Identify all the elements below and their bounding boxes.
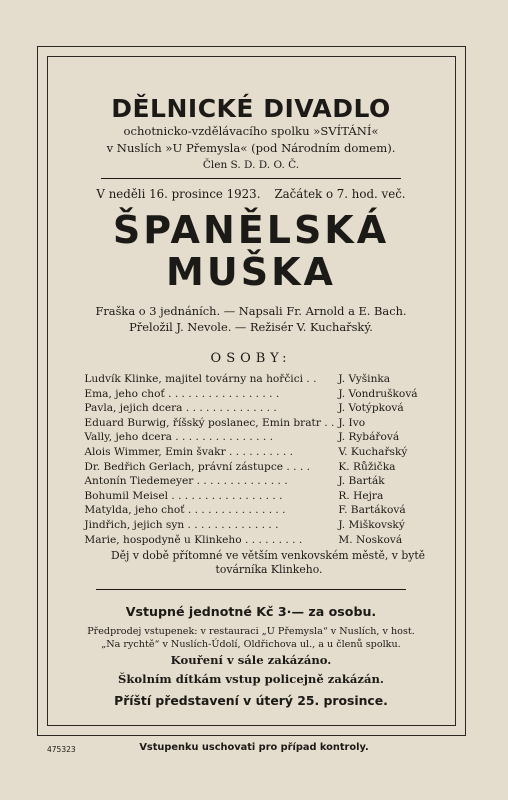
children-note: Školním dítkám vstup policejně zakázán. [118,672,384,687]
cast-role: Dr. Bedřich Gerlach, právní zástupce . . . . [84,460,310,473]
cast-actor: J. Rybářová [338,431,400,444]
setting-line1: Děj v době přítomné ve větším venkovském městě, v bytě [111,549,426,563]
society-line: ochotnicko-vzdělávacího spolku »SVÍTÁNÍ« [123,124,379,138]
setting-line2: továrníka Klinkeho. [215,563,323,577]
cast-role: Ema, jeho choť . . . . . . . . . . . . . . . . . [84,387,280,400]
cast-row [84,372,417,387]
cast-actor: J. Votýpková [338,402,404,415]
cast-role: Jindřich, jejich syn . . . . . . . . . . . . . . [84,518,279,531]
cast-role: Marie, hospodyně u Klinkeho . . . . . . . . . [84,533,303,546]
cast-row [84,474,417,489]
credits-authors: Fraška o 3 jednáních. — Napsali Fr. Arnold a E. Bach. [95,304,407,318]
cast-actor: M. Nosková [338,533,403,546]
cast-role: Matylda, jeho choť . . . . . . . . . . . . . . . [84,504,286,517]
cast-role: Vally, jeho dcera . . . . . . . . . . . . . . . [84,431,273,444]
theatre-title: DĚLNICKÉ DIVADLO [111,94,391,123]
setting-note [75,549,427,577]
cast-actor: R. Hejra [338,489,384,502]
cast-role: Pavla, jejich dcera . . . . . . . . . . . . . . [84,402,277,415]
presale-line2: „Na rychtě“ v Nuslích-Údolí, Oldřichova ul., a u členů spolku. [101,639,401,651]
cast-role: Antonín Tiedemeyer . . . . . . . . . . . . . . [84,475,288,488]
cast-actor: J. Miškovský [338,518,405,531]
admission-price: Vstupné jednotné Kč 3·— za osobu. [125,604,377,620]
start-time: Začátek o 7. hod. več. [274,187,406,201]
cast-row [84,533,417,548]
cast-list [84,372,417,547]
date-line [48,187,454,201]
divider-lower [96,589,406,590]
cast-role: Eduard Burwig, říšský poslanec, Emin bratr . . [84,416,335,429]
cast-row [84,416,417,431]
cast-role: Alois Wimmer, Emin švakr . . . . . . . . . . [84,445,293,458]
cast-row [84,518,417,533]
cast-row [84,387,417,402]
credits-director: Přeložil J. Nevole. — Režisér V. Kuchařský. [129,320,373,334]
cast-actor: J. Vondrušková [338,387,418,400]
play-title-line2: MUŠKA [166,250,336,294]
cast-actor: F. Bartáková [338,504,406,517]
performance-date: V neděli 16. prosince 1923. [96,187,261,201]
divider [101,178,401,179]
no-smoking-note: Kouření v sále zakázáno. [170,653,332,668]
cast-actor: V. Kuchařský [338,445,408,458]
cast-row [84,460,417,475]
cast-actor: J. Vyšinka [338,373,391,385]
cast-role: Bohumil Meisel . . . . . . . . . . . . . . . . . [84,489,283,502]
cast-row [84,503,417,518]
next-performance: Příští představení v úterý 25. prosince. [114,693,388,709]
cast-row [84,489,417,504]
play-credits [48,303,454,335]
play-title [48,209,454,293]
ticket-note: Vstupenku uschovati pro případ kontroly. [139,742,369,753]
membership-line: Člen S. D. D. O. Č. [202,159,300,171]
presale-line1: Předprodej vstupenek: v restauraci „U Přemysla“ v Nuslích, v host. [87,626,415,638]
cast-row [84,430,417,445]
poster-content [48,56,454,726]
cast-role: Ludvík Klinke, majitel továrny na hořčici . . [84,373,317,385]
cast-actor: J. Ivo [338,416,366,429]
venue-line: v Nuslích »U Přemysla« (pod Národním domem). [106,141,396,155]
cast-row [84,401,417,416]
play-title-line1: ŠPANĚLSKÁ [112,208,390,252]
cast-row [84,445,417,460]
cast-actor: K. Růžička [338,460,396,473]
cast-heading: OSOBY: [210,351,292,366]
catalog-number: 475323 [47,745,76,754]
cast-actor: J. Barták [338,475,385,488]
presale-info [48,625,454,651]
